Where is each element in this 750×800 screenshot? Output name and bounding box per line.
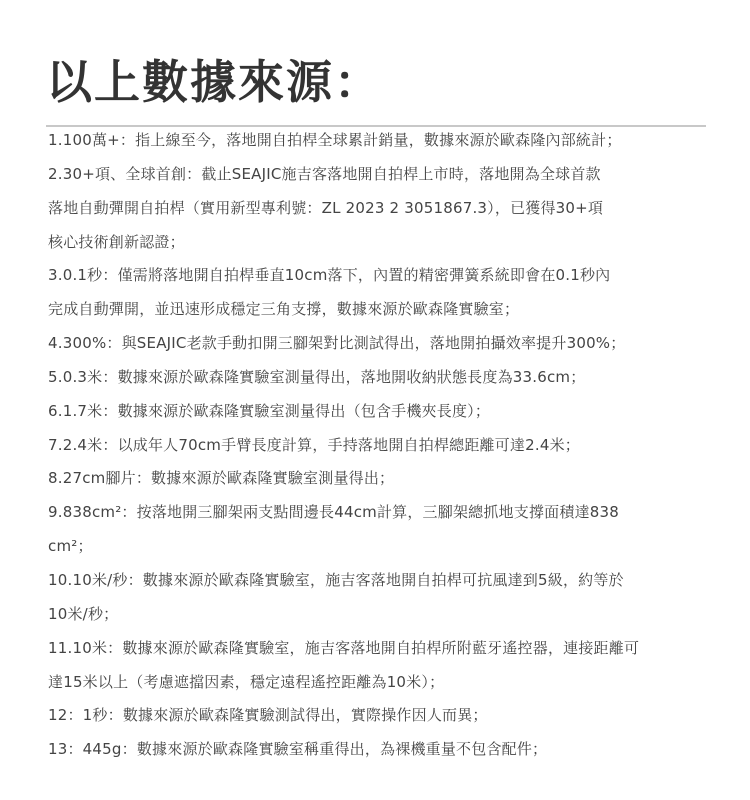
note-line: 10.10米/秒：數據來源於歐森隆實驗室，施吉客落地開自拍桿可抗風達到5級，約等於 bbox=[48, 570, 624, 589]
note-line: 2.30+項、全球首創：截止SEAJIC施吉客落地開自拍桿上市時，落地開為全球首款 bbox=[48, 164, 601, 183]
page-title: 以上數據來源： bbox=[46, 55, 382, 109]
note-line: 7.2.4米：以成年人70cm手臂長度計算，手持落地開自拍桿總距離可達2.4米； bbox=[48, 435, 580, 454]
note-line: 12：1秒：數據來源於歐森隆實驗測試得出，實際操作因人而異； bbox=[48, 706, 488, 725]
note-line: 6.1.7米：數據來源於歐森隆實驗室測量得出（包含手機夾長度）； bbox=[48, 401, 491, 420]
note-line: cm²； bbox=[48, 537, 93, 556]
note-line: 11.10米：數據來源於歐森隆實驗室，施吉客落地開自拍桿所附藍牙遙控器，連接距離可 bbox=[48, 638, 640, 657]
note-line: 3.0.1秒：僅需將落地開自拍桿垂直10cm落下，內置的精密彈簧系統即會在0.1秒內 bbox=[48, 266, 611, 285]
note-line: 10米/秒； bbox=[48, 604, 119, 623]
note-line: 達15米以上（考慮遮擋因素，穩定遠程遙控距離為10米）； bbox=[48, 672, 445, 691]
note-line: 8.27cm腳片：數據來源於歐森隆實驗室測量得出； bbox=[48, 469, 395, 488]
note-line: 5.0.3米：數據來源於歐森隆實驗室測量得出，落地開收納狀態長度為33.6cm； bbox=[48, 367, 586, 386]
note-line: 1.100萬+：指上線至今，落地開自拍桿全球累計銷量，數據來源於歐森隆內部統計； bbox=[48, 131, 622, 149]
note-line: 完成自動彈開，並迅速形成穩定三角支撐，數據來源於歐森隆實驗室； bbox=[48, 300, 520, 319]
note-line: 4.300%：與SEAJIC老款手動扣開三腳架對比測試得出，落地開拍攝效率提升300%； bbox=[48, 334, 626, 353]
source-notes-list bbox=[48, 124, 712, 767]
note-line: 13：445g：數據來源於歐森隆實驗室稱重得出，為裸機重量不包含配件； bbox=[48, 740, 548, 759]
note-line: 核心技術創新認證； bbox=[48, 232, 185, 251]
note-line: 9.838cm²：按落地開三腳架兩支點間邊長44cm計算，三腳架總抓地支撐面積達838 bbox=[48, 503, 619, 522]
note-line: 落地自動彈開自拍桿（實用新型專利號：ZL 2023 2 3051867.3），已獲得30+項 bbox=[48, 198, 604, 217]
